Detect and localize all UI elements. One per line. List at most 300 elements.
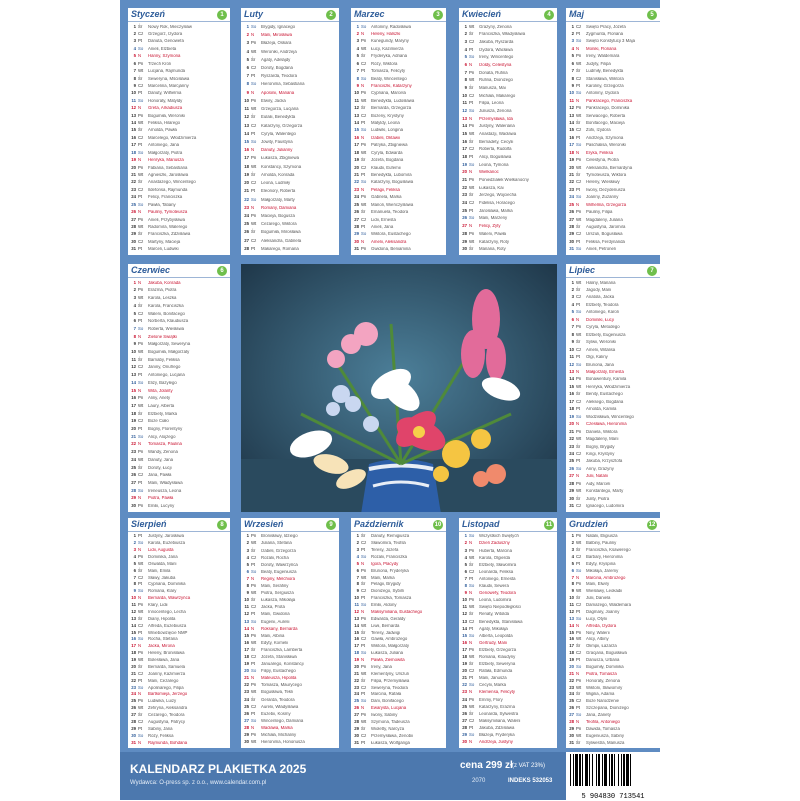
weekday-abbr: So: [361, 231, 367, 237]
day-row: [351, 194, 446, 201]
day-row: [566, 698, 660, 705]
day-row: [351, 149, 446, 156]
day-row: [241, 179, 339, 187]
name-day: Romana, Klaudyny: [479, 654, 516, 659]
month-panel-december: [566, 518, 660, 748]
weekday-abbr: Pn: [576, 209, 582, 215]
name-day: Franciszka, Ksawerego: [586, 548, 631, 553]
day-row: [566, 171, 660, 178]
day-number: 15: [244, 632, 249, 638]
day-row: [459, 618, 557, 625]
day-row: [459, 100, 557, 108]
day-number: 3: [464, 39, 467, 45]
day-row: [128, 348, 230, 356]
day-number: 26: [354, 209, 359, 215]
weekday-abbr: Pn: [576, 376, 582, 382]
day-row: [241, 568, 339, 575]
name-day: Marii, Gwidona: [261, 612, 290, 617]
day-number: 24: [569, 691, 574, 697]
day-number: 21: [569, 172, 574, 177]
day-row: [128, 609, 230, 616]
weekday-abbr: Cz: [576, 698, 582, 704]
day-row: [566, 421, 660, 428]
weekday-abbr: So: [361, 179, 367, 185]
weekday-abbr: Pt: [576, 705, 581, 711]
day-row: [351, 657, 446, 664]
name-day: Łukasza, Zbigniewa: [261, 156, 299, 161]
name-day: Anastazego, Wincentego: [148, 180, 196, 185]
name-day: Ignacego, Ludomira: [586, 504, 624, 509]
weekday-abbr: So: [138, 201, 144, 207]
day-row: [566, 238, 660, 245]
month-name: Sierpień: [131, 519, 167, 529]
day-row: [351, 691, 446, 698]
day-row: [241, 739, 339, 746]
name-day: Celestyna, Piotra: [586, 158, 619, 163]
month-number-badge: 3: [433, 10, 443, 20]
name-day: Rocha, Stefana: [148, 637, 178, 642]
day-number: 7: [464, 575, 467, 581]
day-number: 20: [131, 426, 136, 432]
weekday-abbr: Wt: [251, 540, 257, 546]
day-number: 9: [571, 339, 574, 345]
weekday-abbr: N: [138, 387, 142, 393]
name-day: Doroty, Łucji: [148, 465, 172, 470]
weekday-abbr: Cz: [576, 602, 582, 608]
weekday-abbr: Pn: [576, 629, 582, 635]
day-number: 15: [244, 139, 249, 145]
name-day: Aleksandra, Gabriela: [261, 238, 302, 243]
name-day: Marcina, Rafała: [371, 692, 402, 697]
day-number: 26: [569, 465, 574, 471]
name-day: Edyty, Kryspina: [586, 561, 616, 566]
name-day: Rozalii, Franciszka: [371, 554, 408, 559]
day-row: [566, 97, 660, 104]
day-number: 7: [571, 68, 574, 74]
weekday-abbr: Wt: [469, 604, 475, 610]
weekday-abbr: Śr: [576, 547, 581, 553]
name-day: Pelagii, Feliksa: [371, 187, 400, 192]
day-row: [459, 92, 557, 100]
day-number: 14: [244, 625, 249, 631]
day-number: 22: [131, 179, 136, 185]
day-row: [566, 567, 660, 574]
day-row: [459, 207, 557, 215]
day-number: 25: [569, 698, 574, 704]
day-row: [128, 739, 230, 746]
weekday-abbr: Pn: [138, 395, 144, 401]
name-day: Edyty, Kornelii: [261, 640, 289, 645]
index-code: INDEKS 532053: [508, 778, 553, 784]
name-day: Marii, Marka: [371, 575, 395, 580]
name-day: Elizy, Bazylego: [148, 380, 177, 385]
day-row: [241, 576, 339, 583]
day-number: 25: [244, 703, 249, 709]
day-row: [241, 547, 339, 554]
weekday-abbr: N: [138, 691, 142, 697]
weekday-abbr: N: [576, 45, 580, 51]
day-number: 1: [356, 533, 359, 539]
name-day: Jacka, Prota: [261, 605, 285, 610]
weekday-abbr: Pn: [138, 287, 144, 293]
day-number: 11: [569, 97, 574, 103]
weekday-abbr: Cz: [138, 186, 144, 192]
day-number: 1: [571, 23, 574, 29]
name-day: Józefa, Bogdana: [371, 158, 404, 163]
weekday-abbr: N: [138, 333, 142, 339]
day-number: 30: [462, 246, 467, 252]
name-day: Marcelego, Włodzimierza: [148, 135, 197, 140]
name-day: Jana, Żanety: [586, 713, 611, 718]
day-row: [241, 130, 339, 138]
day-row: [128, 650, 230, 657]
day-row: [459, 632, 557, 639]
weekday-abbr: Wt: [469, 238, 475, 244]
month-name: Wrzesień: [244, 519, 284, 529]
calendar-title: KALENDARZ PLAKIETKA 2025: [130, 762, 307, 776]
day-number: 29: [569, 231, 574, 237]
day-row: [241, 597, 339, 604]
day-row: [566, 75, 660, 82]
day-number: 18: [354, 149, 359, 155]
day-row: [241, 245, 339, 253]
weekday-abbr: Pt: [361, 643, 366, 649]
day-number: 28: [244, 245, 249, 251]
name-day: Cezarego, Wiktora: [261, 222, 297, 227]
day-number: 2: [133, 30, 136, 36]
day-number: 2: [356, 30, 359, 36]
name-day: Anieli, Jana: [371, 224, 394, 229]
weekday-abbr: Śr: [361, 629, 366, 635]
name-day: Zefiryna, Aleksandra: [148, 706, 188, 711]
name-day: Marii, Marzeny: [479, 216, 508, 221]
day-row: [128, 216, 230, 223]
day-number: 31: [354, 739, 359, 745]
name-day: Czesława, Hieronima: [586, 422, 627, 427]
weekday-abbr: Pn: [138, 112, 144, 118]
day-row: [241, 675, 339, 682]
day-number: 29: [569, 725, 574, 731]
day-number: 15: [354, 127, 359, 133]
month-panel-september: [241, 518, 339, 748]
weekday-abbr: Śr: [138, 231, 143, 237]
day-list: [241, 23, 339, 253]
day-number: 24: [462, 200, 467, 206]
name-day: Grzegorz, Izydora: [148, 31, 183, 36]
weekday-abbr: Pt: [138, 194, 143, 200]
weekday-abbr: Śr: [251, 597, 256, 603]
day-number: 16: [462, 639, 467, 645]
day-number: 23: [462, 192, 467, 198]
day-row: [566, 609, 660, 616]
day-row: [351, 164, 446, 171]
name-day: Joanny, Kazimierza: [148, 671, 186, 676]
name-day: Eryka, Feliksa: [586, 150, 613, 155]
day-number: 8: [133, 333, 136, 339]
day-row: [128, 433, 230, 441]
name-day: Bernarda, Wawrzyńca: [148, 596, 191, 601]
day-row: [566, 354, 660, 361]
weekday-abbr: Pn: [361, 712, 367, 718]
day-number: 5: [133, 53, 136, 59]
day-row: [128, 387, 230, 395]
weekday-abbr: Cz: [469, 39, 475, 45]
day-row: [128, 97, 230, 104]
name-day: Michała, Makarego: [479, 93, 516, 98]
weekday-abbr: Śr: [361, 157, 366, 163]
day-row: [241, 187, 339, 195]
weekday-abbr: So: [138, 487, 144, 493]
name-day: Martyny, Macieja: [148, 239, 181, 244]
weekday-abbr: Cz: [469, 618, 475, 624]
day-number: 9: [246, 590, 249, 596]
name-day: Wigilia, Adama: [586, 692, 615, 697]
weekday-abbr: Wt: [251, 48, 257, 54]
day-row: [128, 201, 230, 208]
day-number: 1: [246, 23, 249, 29]
day-number: 21: [462, 177, 467, 183]
day-number: 3: [133, 38, 136, 44]
weekday-abbr: Wt: [576, 164, 582, 170]
weekday-abbr: Śr: [138, 356, 143, 362]
day-row: [566, 301, 660, 308]
name-day: Piotra, Sergiusza: [261, 591, 294, 596]
name-day: Paschalisa, Weroniki: [586, 143, 626, 148]
name-day: Teresy, Józefa: [371, 548, 399, 553]
day-number: 29: [569, 488, 574, 494]
day-row: [128, 588, 230, 595]
day-row: [459, 732, 557, 739]
weekday-abbr: N: [469, 590, 473, 596]
name-day: Heleny, Halszki: [371, 31, 401, 36]
day-number: 3: [571, 38, 574, 44]
day-number: 10: [354, 595, 359, 601]
name-day: Izydora, Wacława: [479, 47, 513, 52]
day-row: [351, 97, 446, 104]
day-number: 12: [569, 105, 574, 111]
day-number: 16: [462, 138, 467, 144]
name-day: Ludwika, Luizy: [148, 699, 177, 704]
name-day: Honoraty, Matyldy: [148, 98, 183, 103]
day-row: [351, 119, 446, 126]
day-list: [566, 23, 660, 253]
weekday-abbr: So: [576, 663, 582, 669]
barcode-bar: [604, 754, 607, 786]
weekday-abbr: Pt: [576, 608, 581, 614]
weekday-abbr: Pt: [251, 710, 256, 716]
barcode-bar: [596, 754, 597, 786]
day-number: 29: [131, 725, 136, 731]
name-day: Filipa, Leona: [479, 101, 504, 106]
day-number: 8: [571, 581, 574, 587]
name-day: Jakuba, Konrada: [148, 280, 181, 285]
barcode-bar: [582, 754, 583, 786]
month-header: [128, 8, 230, 22]
name-day: Bernadety, Cecylii: [479, 139, 514, 144]
day-number: 14: [462, 123, 467, 129]
day-number: 6: [356, 567, 359, 573]
day-row: [351, 216, 446, 223]
day-row: [566, 194, 660, 201]
name-day: Małgorzaty, Seweryna: [148, 342, 191, 347]
day-row: [566, 134, 660, 141]
weekday-abbr: Wt: [361, 718, 367, 724]
weekday-abbr: Pn: [251, 155, 257, 161]
weekday-abbr: So: [361, 602, 367, 608]
day-row: [566, 127, 660, 134]
day-row: [459, 611, 557, 618]
day-row: [566, 60, 660, 67]
day-list: [566, 533, 660, 746]
day-row: [566, 726, 660, 733]
day-row: [351, 705, 446, 712]
weekday-abbr: So: [361, 553, 367, 559]
weekday-abbr: N: [361, 134, 365, 140]
weekday-abbr: Pn: [138, 341, 144, 347]
day-number: 22: [354, 179, 359, 185]
name-day: Serwacego, Roberta: [586, 113, 626, 118]
day-row: [351, 38, 446, 45]
day-number: 1: [133, 533, 136, 539]
name-day: Franciszka, Władysława: [479, 32, 526, 37]
weekday-abbr: Pn: [576, 53, 582, 59]
day-row: [241, 56, 339, 64]
weekday-abbr: So: [251, 618, 257, 624]
weekday-abbr: Wt: [361, 97, 367, 103]
day-row: [566, 547, 660, 554]
day-row: [351, 75, 446, 82]
name-day: Cyryla, Edwarda: [371, 150, 403, 155]
name-day: Karola, Franciszka: [148, 303, 184, 308]
name-day: Makarego, Romana: [261, 246, 299, 251]
day-row: [128, 705, 230, 712]
name-day: Izoldy, Celestyna: [479, 63, 512, 68]
day-row: [351, 112, 446, 119]
day-number: 7: [356, 68, 359, 74]
name-day: Emanuela, Teodora: [371, 210, 409, 215]
day-number: 23: [244, 689, 249, 695]
day-row: [459, 625, 557, 632]
day-row: [128, 105, 230, 112]
day-list: [351, 23, 446, 253]
month-name: Styczeń: [131, 9, 166, 19]
day-row: [128, 364, 230, 372]
weekday-abbr: N: [251, 575, 255, 581]
name-day: Aliny, Anety: [148, 396, 171, 401]
day-row: [241, 39, 339, 47]
day-row: [128, 279, 230, 287]
day-row: [566, 581, 660, 588]
name-day: Barbary, Hieronima: [586, 554, 623, 559]
weekday-abbr: So: [576, 142, 582, 148]
day-row: [351, 179, 446, 186]
weekday-abbr: Wt: [138, 657, 144, 663]
day-row: [128, 726, 230, 733]
day-number: 3: [246, 547, 249, 553]
name-day: Arnolda, Pawła: [148, 128, 177, 133]
day-list: [241, 533, 339, 746]
day-number: 5: [356, 560, 359, 566]
weekday-abbr: Cz: [138, 238, 144, 244]
name-day: Sławy, Jakuba: [148, 575, 176, 580]
day-row: [459, 639, 557, 646]
name-day: Aidy, Marceli: [586, 481, 611, 486]
weekday-abbr: So: [469, 533, 475, 539]
day-row: [128, 472, 230, 480]
day-number: 6: [571, 316, 574, 322]
month-panel-may: [566, 8, 660, 255]
name-day: Januarego, Konstancji: [261, 662, 304, 667]
weekday-abbr: N: [138, 279, 142, 285]
name-day: Szczepana, Dionizego: [586, 706, 629, 711]
weekday-abbr: Śr: [138, 663, 143, 669]
name-day: Dominika, Jana: [148, 554, 178, 559]
day-list: [459, 23, 557, 253]
month-header: [241, 518, 339, 532]
day-row: [566, 223, 660, 230]
weekday-abbr: Pt: [469, 154, 474, 160]
name-day: Boże Ciało: [148, 419, 169, 424]
name-day: Pawła, Ziemowita: [371, 658, 405, 663]
weekday-abbr: Wt: [469, 653, 475, 659]
day-row: [241, 171, 339, 179]
weekday-abbr: Pn: [251, 583, 257, 589]
weekday-abbr: Wt: [138, 223, 144, 229]
day-row: [241, 237, 339, 245]
day-row: [128, 495, 230, 503]
weekday-abbr: Pt: [576, 301, 581, 307]
day-row: [459, 245, 557, 253]
barcode-bar: [573, 754, 574, 786]
day-row: [128, 418, 230, 426]
day-row: [128, 441, 230, 449]
day-number: 15: [569, 383, 574, 389]
day-number: 24: [569, 194, 574, 200]
day-number: 22: [462, 682, 467, 688]
day-number: 22: [244, 196, 249, 202]
weekday-abbr: Cz: [469, 717, 475, 723]
name-day: Trzech Króli: [148, 61, 171, 66]
day-number: 17: [131, 643, 136, 649]
name-day: Bartłomieja, Jerzego: [148, 692, 188, 697]
name-day: Róży, Wiktora: [371, 61, 398, 66]
weekday-abbr: N: [138, 495, 142, 501]
weekday-abbr: Wt: [576, 684, 582, 690]
day-number: 30: [131, 732, 136, 738]
name-day: Lidii, Augusta: [148, 548, 174, 553]
name-day: Sławomira, Teofila: [371, 541, 406, 546]
weekday-abbr: N: [361, 186, 365, 192]
weekday-abbr: Pn: [138, 449, 144, 455]
day-row: [241, 639, 339, 646]
day-number: 7: [133, 325, 136, 331]
weekday-abbr: N: [251, 89, 255, 95]
day-number: 9: [133, 588, 136, 594]
name-day: Oswalda, Marii: [148, 561, 177, 566]
weekday-abbr: Cz: [576, 231, 582, 237]
weekday-abbr: Pt: [576, 82, 581, 88]
day-row: [459, 647, 557, 654]
weekday-abbr: Cz: [576, 503, 582, 509]
day-number: 1: [464, 23, 467, 29]
name-day: Iwony, Dezyderiusza: [586, 187, 626, 192]
day-number: 20: [462, 668, 467, 674]
name-day: Matyldy, Leona: [371, 121, 400, 126]
day-row: [351, 45, 446, 52]
name-day: Innocentego, Lecha: [148, 609, 186, 614]
day-row: [351, 629, 446, 636]
weekday-abbr: Cz: [361, 540, 367, 546]
